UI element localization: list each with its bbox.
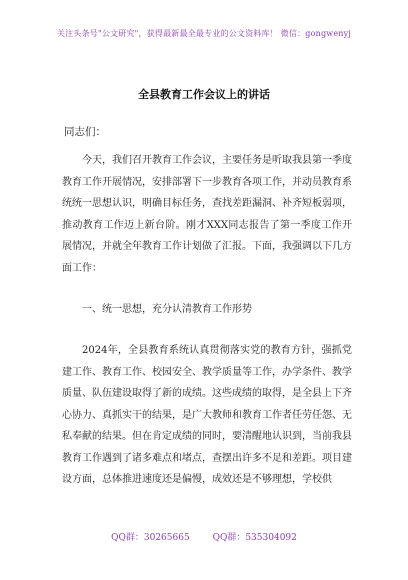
document-title: 全县教育工作会议上的讲话 xyxy=(138,88,270,101)
paragraph-intro: 今天，我们召开教育工作会议，主要任务是听取我县第一季度教育工作开展情况，安排部署下一步教育各项工作，并动员教育系统统一思想认识，明确目标任务，查找差距漏洞、补齐短板弱项，推动教育工作迈上新台阶。刚才XXX同志报告了第一季度工作开展情况，并就全年教育工作计划做了汇报。下面，我强调以下几方面工作： xyxy=(62,155,352,274)
paragraph-section-1: 2024年，全县教育系统认真贯彻落实党的教育方针，强抓党建工作、教育工作、校园安全、教学质量等工作，办学条件、教学质量、队伍建设取得了新的成绩。这些成绩的取得，是全县上下齐心协力、真抓实干的结果，是广大教师和教育工作者任劳任怨、无私奉献的结果。但在肯定成绩的同时，要清醒地认识到，当前我县教育工作遇到了诸多难点和堵点，查摆出许多不足和差距。项目建设方面，总体推进速度还是偏慢，成效还是不够理想，学校供 xyxy=(62,345,352,485)
footer-qq-group-1: QQ群：30265665 xyxy=(111,533,190,543)
salutation: 同志们： xyxy=(64,126,106,138)
footer-contact xyxy=(0,530,408,543)
header-promo-note: 关注头条号"公文研究"，获得最新最全最专业的公文资料库！ 微信：gongwenyj xyxy=(56,29,352,38)
footer-qq-group-2: QQ群：535304092 xyxy=(212,533,297,543)
section-heading-1: 一、统一思想，充分认清教育工作形势 xyxy=(82,304,252,315)
